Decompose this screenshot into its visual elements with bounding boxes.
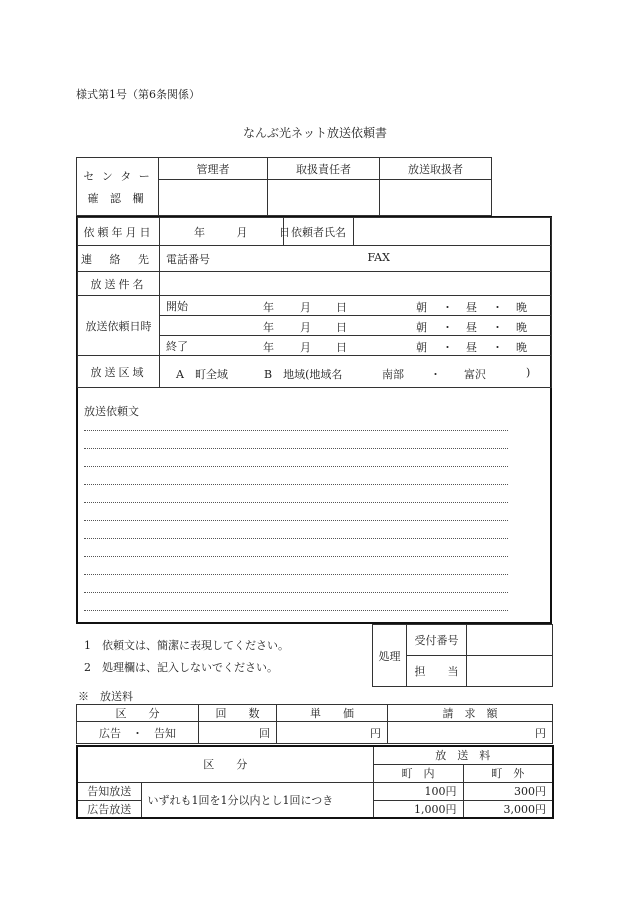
start-day: 日 [336,301,347,314]
sep: ・ [442,321,453,334]
area-label: 放送区域 [78,356,160,388]
person-label: 担 当 [407,656,467,687]
body-line [84,430,508,431]
sep: ・ [492,301,503,314]
note-2: 2 処理欄は、記入しないでください。 [84,661,278,674]
manager-header: 管理者 [159,158,268,180]
rate-row2-out: 3,000円 [463,800,553,818]
center-label-cell [77,158,159,216]
fax-label: FAX [367,250,390,264]
receipt-field[interactable] [467,625,553,656]
fee-total-field[interactable] [388,722,553,744]
fee-table [76,704,553,744]
note-1: 1 依頼文は、簡潔に表現してください。 [84,639,289,652]
fee-row-kubun: 広告 ・ 告知 [77,722,199,744]
end-year: 年 [263,341,274,354]
middle-row[interactable] [160,316,552,336]
requester-name-field[interactable] [354,218,552,246]
end-day: 日 [336,341,347,354]
rate-h-fee: 放 送 料 [373,746,553,764]
body-line [84,520,508,521]
count-unit: 回 [259,726,270,740]
body-line [84,484,508,485]
end-evening: 晩 [516,341,527,354]
end-noon: 昼 [466,341,477,354]
mid-evening: 晩 [516,321,527,334]
process-label: 処理 [373,625,407,687]
rate-h-kubun: 区 分 [77,746,373,782]
datetime-label: 放送依頼日時 [78,296,160,356]
body-line [84,502,508,503]
sep: ・ [492,341,503,354]
fee-heading: ※ 放送料 [78,690,133,703]
end-row[interactable] [160,336,552,356]
manager-stamp-field[interactable] [159,180,268,216]
date-day: 日 [279,225,290,239]
phone-label: 電話番号 [166,252,210,266]
requester-name-label: 依頼者氏名 [284,218,354,246]
rate-row1-label: 告知放送 [77,782,141,800]
fee-count-field[interactable] [199,722,277,744]
rate-row2-in: 1,000円 [373,800,463,818]
responsible-stamp-field[interactable] [268,180,380,216]
rate-table [76,745,554,819]
end-label: 終了 [166,339,188,353]
area-south: 南部 [382,368,404,381]
sep: ・ [442,341,453,354]
area-close: ) [526,366,531,379]
start-evening: 晩 [516,301,527,314]
start-label: 開始 [166,299,188,313]
body-line [84,556,508,557]
fee-unit-field[interactable] [277,722,388,744]
rate-row2-label: 広告放送 [77,800,141,818]
mid-day: 日 [336,321,347,334]
request-table [77,217,552,296]
request-date-label: 依頼年月日 [78,218,160,246]
body-line [84,466,508,467]
mid-year: 年 [263,321,274,334]
subject-field[interactable] [160,272,552,296]
fee-h-kubun: 区 分 [77,705,199,722]
sep: ・ [430,368,441,381]
area-option-b[interactable]: B 地域(地域名 [264,368,343,381]
fee-h-total: 請 求 額 [388,705,553,722]
date-month: 月 [236,225,248,239]
start-row[interactable] [160,296,552,316]
start-year: 年 [263,301,274,314]
body-line [84,538,508,539]
body-line [84,574,508,575]
contact-label: 連 絡 先 [78,246,160,272]
responsible-header: 取扱責任者 [268,158,380,180]
datetime-table [77,295,552,388]
rate-h-out: 町 外 [463,764,553,782]
center-label: セ ン タ ー [83,169,152,183]
yen-unit: 円 [535,726,546,740]
person-field[interactable] [467,656,553,687]
mid-noon: 昼 [466,321,477,334]
start-month: 月 [300,301,311,314]
start-noon: 昼 [466,301,477,314]
receipt-label: 受付番号 [407,625,467,656]
request-date-field[interactable] [160,218,290,246]
rate-row1-in: 100円 [373,782,463,800]
fee-h-unit: 単 価 [277,705,388,722]
sep: ・ [442,301,453,314]
subject-label: 放送件名 [78,272,160,296]
end-morning: 朝 [416,341,427,354]
end-month: 月 [300,341,311,354]
operator-stamp-field[interactable] [380,180,492,216]
body-line [84,610,508,611]
request-body-field[interactable] [78,420,550,620]
operator-header: 放送取扱者 [380,158,492,180]
rate-h-in: 町 内 [373,764,463,782]
fee-h-count: 回 数 [199,705,277,722]
page-title: なんぶ光ネット放送依頼書 [242,126,387,140]
form-number: 様式第1号（第6条関係） [76,88,200,101]
area-field[interactable] [160,356,552,388]
mid-morning: 朝 [416,321,427,334]
area-tomizawa: 富沢 [464,368,486,381]
sep: ・ [492,321,503,334]
process-table [372,624,553,687]
rate-row1-out: 300円 [463,782,553,800]
contact-field[interactable] [160,246,552,272]
body-line [84,592,508,593]
yen-unit: 円 [370,726,381,740]
date-year: 年 [194,225,205,239]
mid-month: 月 [300,321,311,334]
center-confirm-table [76,157,492,216]
start-morning: 朝 [416,301,427,314]
body-line [84,448,508,449]
confirm-label: 確 認 欄 [87,191,148,205]
rate-desc: いずれも1回を1分以内とし1回につき [141,782,373,818]
area-option-a[interactable]: A 町全域 [176,368,228,381]
request-body-label: 放送依頼文 [84,405,139,418]
